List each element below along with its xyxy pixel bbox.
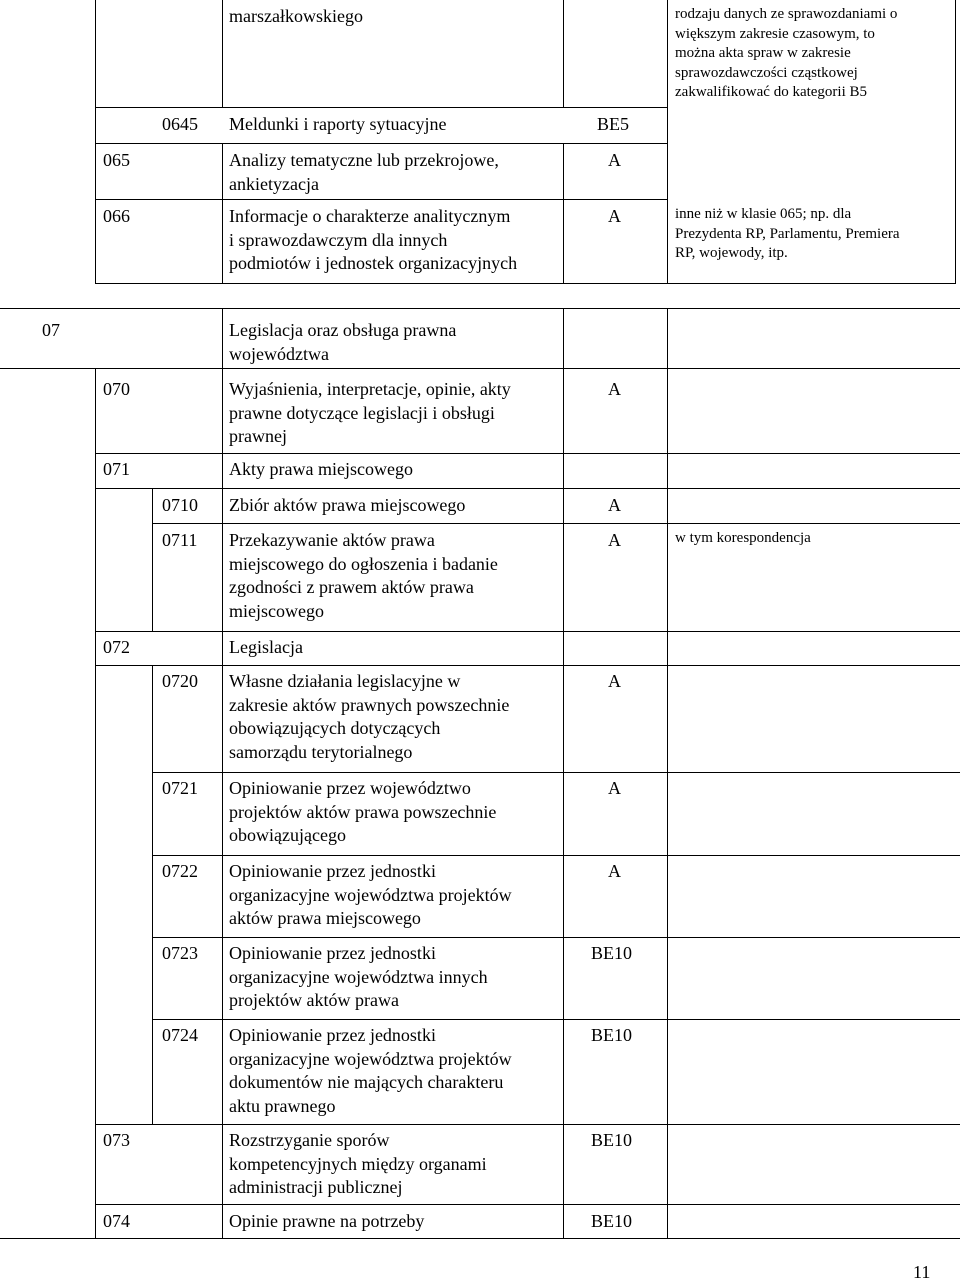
- page-number: 11: [913, 1262, 931, 1282]
- row-title: Rozstrzyganie sporów kompetencyjnych między organami administracji publicznej: [229, 1130, 487, 1197]
- row-code: 065: [103, 150, 130, 170]
- row-title: Akty prawa miejscowego: [229, 459, 413, 479]
- table-border: [95, 283, 956, 284]
- row-divider: [95, 143, 668, 144]
- row-title: Informacje o charakterze analitycznym i sprawozdawczym dla innych podmiotów i jednostek organizacyjnych: [229, 206, 518, 273]
- row-title: Meldunki i raporty sytuacyjne: [229, 114, 447, 134]
- row-code: 074: [103, 1211, 130, 1231]
- column-divider: [563, 143, 564, 283]
- row-divider: [95, 631, 960, 632]
- row-title: Analizy tematyczne lub przekrojowe, ankietyzacja: [229, 150, 499, 194]
- row-code: 070: [103, 379, 130, 399]
- row-category: BE10: [591, 943, 633, 963]
- row-divider: [95, 199, 668, 200]
- row-code: 072: [103, 637, 130, 657]
- table-border: [955, 0, 956, 283]
- row-category: A: [608, 150, 621, 170]
- row-category: BE10: [591, 1211, 633, 1231]
- row-code: 0722: [162, 861, 198, 881]
- row-code: 071: [103, 459, 130, 479]
- row-title: Opiniowanie przez jednostki organizacyjne województwa innych projektów aktów prawa: [229, 943, 488, 1010]
- row-category: A: [608, 861, 621, 881]
- row-title: Zbiór aktów prawa miejscowego: [229, 495, 466, 515]
- row-divider: [95, 665, 960, 666]
- row-divider: [95, 107, 668, 108]
- column-divider: [152, 488, 153, 631]
- row-category: BE5: [597, 114, 630, 134]
- row-title: Legislacja oraz obsługa prawna województwa: [229, 320, 457, 364]
- column-divider: [152, 665, 153, 1124]
- column-divider: [667, 0, 668, 283]
- row-divider: [152, 855, 960, 856]
- column-divider: [95, 368, 96, 1238]
- row-code: 0724: [162, 1025, 198, 1045]
- row-code: 0721: [162, 778, 198, 798]
- row-category: A: [608, 530, 621, 550]
- row-title: marszałkowskiego: [229, 6, 363, 26]
- row-title: Opiniowanie przez jednostki organizacyjne województwa projektów aktów prawa miejscowego: [229, 861, 512, 928]
- row-category: BE10: [591, 1130, 633, 1150]
- row-category: A: [608, 379, 621, 399]
- row-title: Opiniowanie przez województwo projektów aktów prawa powszechnie obowiązującego: [229, 778, 497, 845]
- row-divider: [95, 453, 960, 454]
- row-category: A: [608, 495, 621, 515]
- row-divider: [152, 937, 960, 938]
- row-title: Legislacja: [229, 637, 303, 657]
- row-code: 073: [103, 1130, 130, 1150]
- table-border: [0, 1238, 960, 1239]
- row-divider: [0, 368, 960, 369]
- row-code: 0720: [162, 671, 198, 691]
- row-divider: [152, 772, 960, 773]
- row-title: Opinie prawne na potrzeby: [229, 1211, 425, 1231]
- row-note: inne niż w klasie 065; np. dla Prezydenta RP, Parlamentu, Premiera RP, wojewody, itp.: [675, 206, 900, 261]
- row-code: 066: [103, 206, 130, 226]
- row-code: 07: [42, 320, 60, 340]
- table-border: [95, 0, 96, 283]
- row-title: Własne działania legislacyjne w zakresie aktów prawnych powszechnie obowiązujących dotyczących samorządu terytorialnego: [229, 671, 510, 762]
- row-divider: [95, 1124, 960, 1125]
- row-category: A: [608, 778, 621, 798]
- row-divider: [152, 523, 960, 524]
- column-divider: [563, 308, 564, 1238]
- row-category: BE10: [591, 1025, 633, 1045]
- row-code: 0723: [162, 943, 198, 963]
- row-divider: [152, 1019, 960, 1020]
- row-title: Wyjaśnienia, interpretacje, opinie, akty prawne dotyczące legislacji i obsługi prawnej: [229, 379, 511, 446]
- row-title: Przekazywanie aktów prawa miejscowego do ogłoszenia i badanie zgodności z prawem aktów prawa miejscowego: [229, 530, 498, 621]
- column-divider: [222, 143, 223, 283]
- row-title: Opiniowanie przez jednostki organizacyjne województwa projektów dokumentów nie mających charakteru aktu prawnego: [229, 1025, 512, 1116]
- row-code: 0710: [162, 495, 198, 515]
- row-category: A: [608, 671, 621, 691]
- row-category: A: [608, 206, 621, 226]
- row-divider: [95, 1204, 960, 1205]
- column-divider: [667, 308, 668, 1238]
- table-border: [0, 308, 960, 309]
- row-note: rodzaju danych ze sprawozdaniami o większym zakresie czasowym, to można akta spraw w zakresie sprawozdawczości cząstkowej zakwalifikować do kategorii B5: [675, 6, 898, 100]
- row-code: 0711: [162, 530, 198, 550]
- row-code: 0645: [162, 114, 198, 134]
- column-divider: [563, 0, 564, 107]
- row-divider: [95, 488, 960, 489]
- column-divider: [222, 0, 223, 107]
- row-note: w tym korespondencja: [675, 530, 811, 546]
- column-divider: [222, 308, 223, 1238]
